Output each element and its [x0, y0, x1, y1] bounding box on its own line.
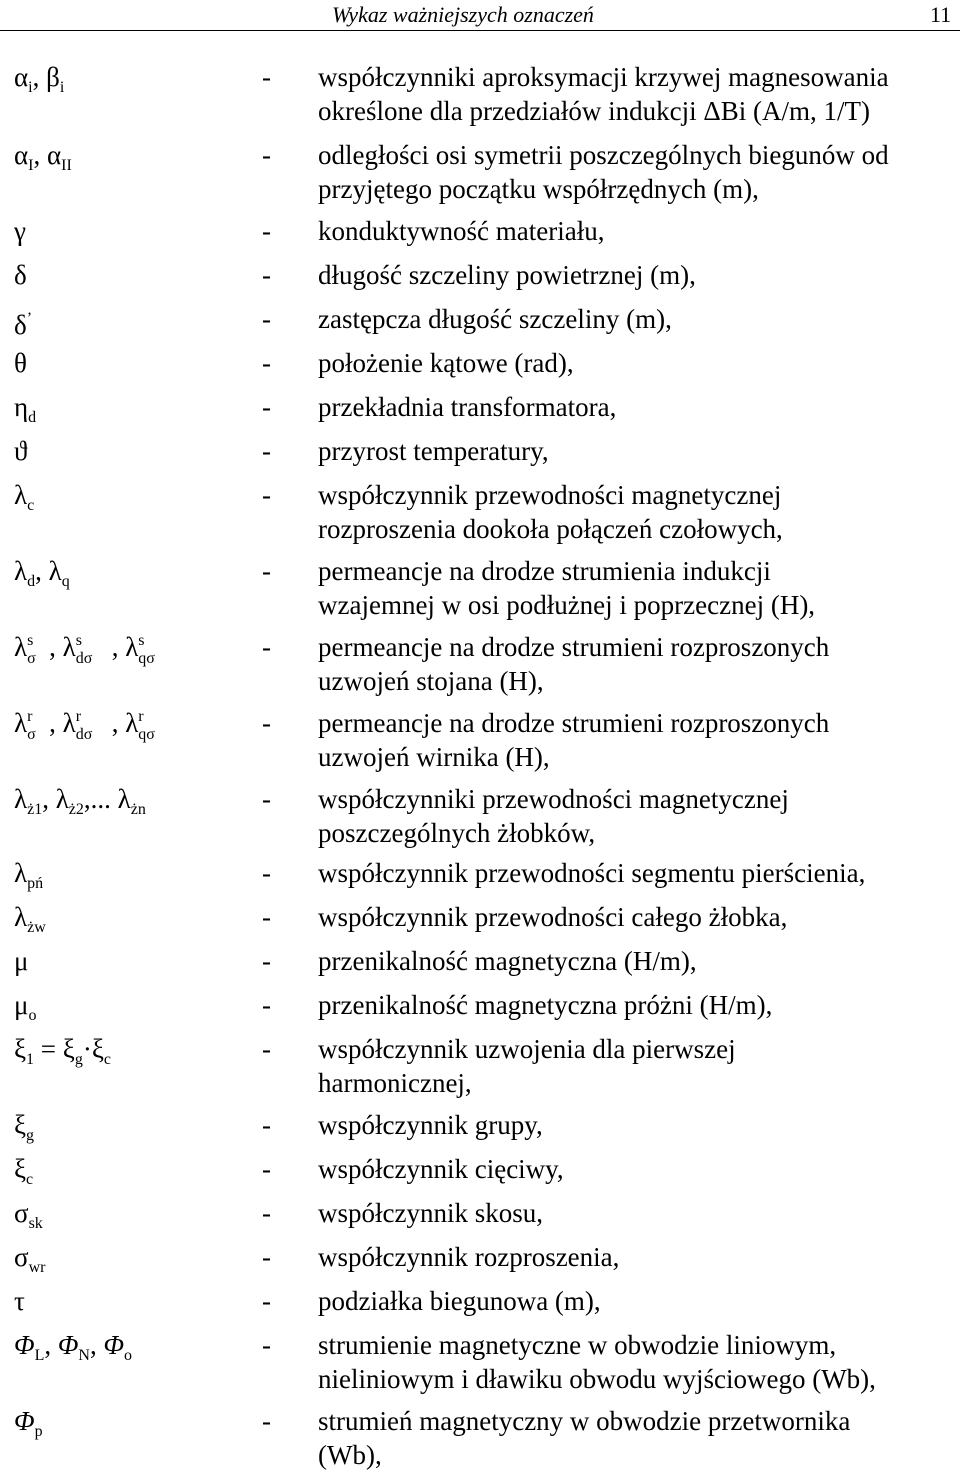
separator-dash: - — [262, 1242, 271, 1272]
separator-dash: - — [262, 990, 271, 1020]
separator-dash: - — [262, 1406, 271, 1436]
separator-dash: - — [262, 1110, 271, 1140]
description: przekładnia transformatora, — [318, 392, 617, 422]
separator-dash: - — [262, 1198, 271, 1228]
description: permeancje na drodze strumienia indukcji wzajemnej w osi podłużnej i poprzecznej (H), — [318, 556, 816, 620]
separator-dash: - — [262, 1330, 271, 1360]
description: współczynniki aproksymacji krzywej magnesowania określone dla przedziałów indukcji ΔBi (A/m, 1/T) — [318, 62, 889, 126]
symbol: $\Phi_L$, $\Phi_N$, $\Phi_o$ — [14, 1330, 133, 1364]
description: strumienie magnetyczne w obwodzie liniowym, nieliniowym i dławiku obwodu wyjściowego (Wb), — [318, 1330, 876, 1394]
symbol: γ — [14, 216, 26, 246]
symbol: $\Phi_p$ — [14, 1406, 43, 1440]
symbol: $\eta_d$ — [14, 392, 37, 426]
separator-dash: - — [262, 436, 271, 466]
symbol: $\xi_c$ — [14, 1154, 34, 1188]
symbol: $\lambda_{żw}$ — [14, 902, 46, 936]
description: długość szczeliny powietrznej (m), — [318, 260, 696, 290]
separator-dash: - — [262, 140, 271, 170]
separator-dash: - — [262, 62, 271, 92]
description: współczynnik rozproszenia, — [318, 1242, 620, 1272]
description: współczynniki przewodności magnetycznej poszczególnych żłobków, — [318, 784, 789, 848]
separator-dash: - — [262, 480, 271, 510]
symbol: $\lambda_{pń}$ — [14, 858, 44, 892]
description: przyrost temperatury, — [318, 436, 549, 466]
symbol: $\lambda_c$ — [14, 480, 35, 514]
separator-dash: - — [262, 216, 271, 246]
symbol: τ — [14, 1286, 25, 1316]
description: współczynnik cięciwy, — [318, 1154, 564, 1184]
description: współczynnik skosu, — [318, 1198, 543, 1228]
symbol: θ — [14, 348, 27, 378]
symbol: λ r σ , λ r dσ , λ r qσ — [14, 708, 155, 743]
page-number: 11 — [930, 2, 952, 27]
symbol: λ s σ , λ s dσ , λ s qσ — [14, 632, 155, 667]
separator-dash: - — [262, 946, 271, 976]
symbol: μ — [14, 946, 29, 976]
separator-dash: - — [262, 1034, 271, 1064]
description: odległości osi symetrii poszczególnych biegunów od przyjętego początku współrzędnych (m), — [318, 140, 889, 204]
symbol: $\sigma_{wr}$ — [14, 1242, 46, 1276]
page-header — [0, 0, 960, 31]
symbol: ϑ — [14, 436, 28, 466]
symbol: $\xi_g$ — [14, 1110, 35, 1144]
symbol: $\xi_1 = \xi_g\cdot\xi_c$ — [14, 1034, 111, 1068]
header-title: Wykaz ważniejszych oznaczeń — [332, 2, 594, 27]
symbol: $\lambda_{ż1}$, $\lambda_{ż2}$,... $\lambda_{żn}$ — [14, 784, 146, 818]
symbol: $\mu_o$ — [14, 990, 37, 1024]
separator-dash: - — [262, 348, 271, 378]
separator-dash: - — [262, 1286, 271, 1316]
separator-dash: - — [262, 304, 271, 334]
separator-dash: - — [262, 392, 271, 422]
description: strumień magnetyczny w obwodzie przetwornika (Wb), — [318, 1406, 851, 1470]
description: współczynnik przewodności segmentu pierścienia, — [318, 858, 866, 888]
separator-dash: - — [262, 632, 271, 662]
description: przenikalność magnetyczna próżni (H/m), — [318, 990, 773, 1020]
symbol: $\alpha_i$, $\beta_i$ — [14, 62, 65, 96]
symbol: δ — [14, 260, 27, 290]
separator-dash: - — [262, 260, 271, 290]
separator-dash: - — [262, 708, 271, 738]
description: współczynnik przewodności magnetycznej rozproszenia dookoła połączeń czołowych, — [318, 480, 783, 544]
symbol: δ’ — [14, 310, 33, 340]
description: współczynnik uzwojenia dla pierwszej harmonicznej, — [318, 1034, 736, 1098]
description: podziałka biegunowa (m), — [318, 1286, 601, 1316]
symbol: $\lambda_d$, $\lambda_q$ — [14, 556, 70, 590]
description: permeancje na drodze strumieni rozproszonych uzwojeń stojana (H), — [318, 632, 830, 696]
symbol: $\alpha_I$, $\alpha_{II}$ — [14, 140, 72, 174]
separator-dash: - — [262, 1154, 271, 1184]
separator-dash: - — [262, 858, 271, 888]
separator-dash: - — [262, 784, 271, 814]
description: współczynnik przewodności całego żłobka, — [318, 902, 788, 932]
separator-dash: - — [262, 556, 271, 586]
description: permeancje na drodze strumieni rozproszonych uzwojeń wirnika (H), — [318, 708, 830, 772]
symbol: $\sigma_{sk}$ — [14, 1198, 43, 1232]
separator-dash: - — [262, 902, 271, 932]
description: zastępcza długość szczeliny (m), — [318, 304, 672, 334]
description: konduktywność materiału, — [318, 216, 605, 246]
description: położenie kątowe (rad), — [318, 348, 574, 378]
description: przenikalność magnetyczna (H/m), — [318, 946, 697, 976]
description: współczynnik grupy, — [318, 1110, 543, 1140]
